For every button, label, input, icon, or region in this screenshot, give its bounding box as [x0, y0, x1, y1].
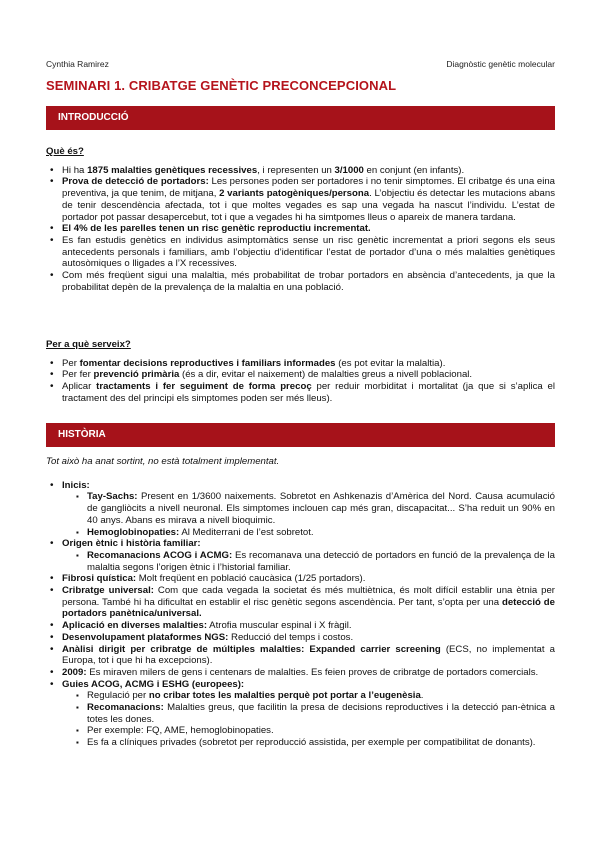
- list-item: [46, 620, 555, 632]
- text-run: Reducció del temps i costos.: [228, 631, 354, 643]
- text-run: Per exemple: FQ, AME, hemoglobinopaties.: [87, 725, 274, 737]
- text-run: Es fa a clíniques privades (sobretot per reproducció assistida, per exemple per compatibilitat de donants).: [87, 737, 536, 749]
- document-title: SEMINARI 1. CRIBATGE GENÈTIC PRECONCEPCIONAL: [46, 78, 397, 93]
- section-heading-introduction: INTRODUCCIÓ: [46, 106, 555, 130]
- section-what-is: [46, 146, 555, 293]
- question-heading: Per a què serveix?: [46, 339, 131, 350]
- bullet-list: [46, 480, 555, 749]
- text-run: en conjunt (en infants).: [363, 164, 465, 176]
- bold-text: 2 variants patogèniques/persona: [219, 188, 370, 200]
- sub-bullet-list: [72, 550, 555, 573]
- bold-text: Tay-Sachs:: [87, 491, 138, 503]
- author-name: Cynthia Ramirez: [46, 59, 109, 69]
- text-run: .: [420, 690, 424, 702]
- text-run: Atrofia muscular espinal i X fràgil.: [207, 620, 352, 632]
- text-run: Aplicar: [62, 381, 97, 393]
- bold-text: fomentar decisions reproductives i familiars informades: [79, 357, 336, 369]
- text-run: Molt freqüent en població caucàsica (1/25 portadors).: [136, 573, 366, 585]
- bold-text: detecció de portadors panètnica/universal.: [62, 596, 555, 620]
- sub-bullet-list: [72, 491, 555, 538]
- bold-text: Inicis:: [62, 479, 90, 491]
- text-run: Per fer: [62, 369, 94, 381]
- list-item: [46, 223, 555, 235]
- text-run: Malalties greus, que facilitin la presa de decisions reproductives i la detecció pan-ètnica a totes les dones.: [87, 702, 555, 725]
- bold-text: tractaments i fer seguiment de forma precoç: [96, 381, 312, 393]
- bold-text: prevenció primària: [93, 369, 180, 381]
- list-item: [46, 632, 555, 644]
- text-run: Les persones poden ser portadores i no tenir simptomes. El cribatge és una eina preventiva, ja que tenim, de mitjana,: [62, 176, 556, 200]
- text-run: Regulació per: [87, 690, 149, 702]
- text-run: Hi ha: [62, 164, 88, 176]
- bold-text: Cribratge universal:: [62, 585, 154, 597]
- bold-text: 1875 malalties genètiques recessives: [87, 164, 258, 176]
- text-run: Es recomanava una detecció de portadors en funció de la prevalença de la malaltia segons l’origen ètnic i l’historial familiar.: [87, 549, 555, 573]
- list-item: [72, 690, 555, 702]
- bold-text: El 4% de les parelles tenen un risc genètic reproductiu incrementat.: [62, 223, 371, 235]
- text-run: Com que cada vegada la societat és més multiètnica, és molt difícil establir una ètnia per persona. També hi ha dificultat en establir el risc genètic segons ascendència. Per tant, s’opta per una: [62, 585, 555, 608]
- bold-text: 3/1000: [334, 164, 364, 176]
- bold-text: 2009:: [62, 666, 87, 678]
- bold-text: Recomanacions:: [87, 702, 164, 714]
- list-item: [46, 538, 555, 573]
- list-item: [46, 270, 555, 293]
- text-run: (és a dir, evitar el naixement) de malalties greus a nivell poblacional.: [179, 369, 473, 381]
- list-item: [46, 585, 555, 620]
- text-run: , i representen un: [257, 164, 335, 176]
- text-run: . L’objectiu és detectar les mutacions abans de tenir descendència afectada, tot i que moltes vegades es sap una vegada ha nascut l’individu. L’estat de portador pot passar desapercebut, tot i que a vegades hi ha simtpomes lleus o apareix de manera tardana.: [62, 188, 555, 223]
- bullet-list: [46, 358, 555, 405]
- bold-text: Desenvolupament plataformes NGS:: [62, 631, 229, 643]
- list-item: [72, 702, 555, 725]
- list-item: [72, 527, 555, 539]
- list-item: [46, 644, 555, 667]
- question-heading: Què és?: [46, 146, 84, 157]
- bold-text: Prova de detecció de portadors:: [62, 176, 209, 188]
- section-history: [46, 456, 555, 749]
- bold-text: Fibrosi quística:: [62, 573, 137, 585]
- history-intro: Tot això ha anat sortint, no està totalment implementat.: [46, 456, 280, 467]
- list-item: [46, 358, 555, 370]
- list-item: [72, 491, 555, 526]
- list-item: [46, 235, 555, 270]
- bold-text: Origen ètnic i història familiar:: [62, 538, 201, 550]
- list-item: [46, 573, 555, 585]
- text-run: (es pot evitar la malaltia).: [335, 357, 446, 369]
- text-run: Es miraven milers de gens i centenars de malalties. Es feien proves de cribratge de portadors comercials.: [86, 666, 539, 678]
- course-name: Diagnòstic genètic molecular: [446, 59, 555, 69]
- list-item: [46, 381, 555, 404]
- bold-text: Hemoglobinopaties:: [87, 526, 180, 538]
- text-run: Per: [62, 357, 80, 369]
- text-run: Present en 1/3600 naixements. Sobretot en Ashkenazis d’Amèrica del Nord. Causa acumulació de gangliòcits a nivell neuronal. Els simptomes inclouen cap més gran, discapacitat... S’ha reduit un 90% en 40 anys. Abans es mirava a nivell bioquimic.: [87, 491, 555, 526]
- list-item: [72, 737, 555, 749]
- list-item: [46, 176, 555, 223]
- list-item: [46, 667, 555, 679]
- list-item: [46, 369, 555, 381]
- text-run: Es fan estudis genètics en individus asimptomàtics sense un risc genètic incrementat a priori segons els seus antecedents personals i familiars, amb l’objectiu d’identificar l’estat de portador d’una o més malalties genètiques autosòmiques o lligades a l’X recessives.: [62, 234, 555, 270]
- section-purpose: [46, 339, 555, 405]
- bold-text: no cribar totes les malalties perquè pot portar a l’eugenèsia: [148, 690, 421, 702]
- list-item: [72, 725, 555, 737]
- text-run: Al Mediterrani de l’est sobretot.: [179, 526, 314, 538]
- sub-bullet-list: [72, 690, 555, 749]
- text-run: per reduir morbiditat i mortalitat (ja que si s’aplica el tractament des del principi els simptomes poden ser més lleus).: [62, 381, 555, 404]
- bullet-list: [46, 165, 555, 294]
- bold-text: Anàlisi dirigit per cribratge de múltiples malalties: Expanded carrier screening: [62, 643, 441, 655]
- text-run: Com més freqüent sigui una malaltia, més probabilitat de trobar portadors en absència d’antecedents, ja que la probabilitat depèn de la prevalença de la malaltia en una població.: [62, 270, 555, 293]
- list-item: [46, 165, 555, 177]
- list-item: [72, 550, 555, 573]
- bold-text: Guies ACOG, ACMG i ESHG (europees):: [62, 678, 245, 690]
- section-heading-history: HISTÒRIA: [46, 423, 555, 447]
- bold-text: Aplicació en diverses malalties:: [62, 620, 208, 632]
- text-run: (ECS, no implementat a Europa, tot i que hi ha excepcions).: [62, 643, 555, 667]
- list-item: [46, 679, 555, 749]
- bold-text: Recomanacions ACOG i ACMG:: [87, 549, 233, 561]
- list-item: [46, 480, 555, 539]
